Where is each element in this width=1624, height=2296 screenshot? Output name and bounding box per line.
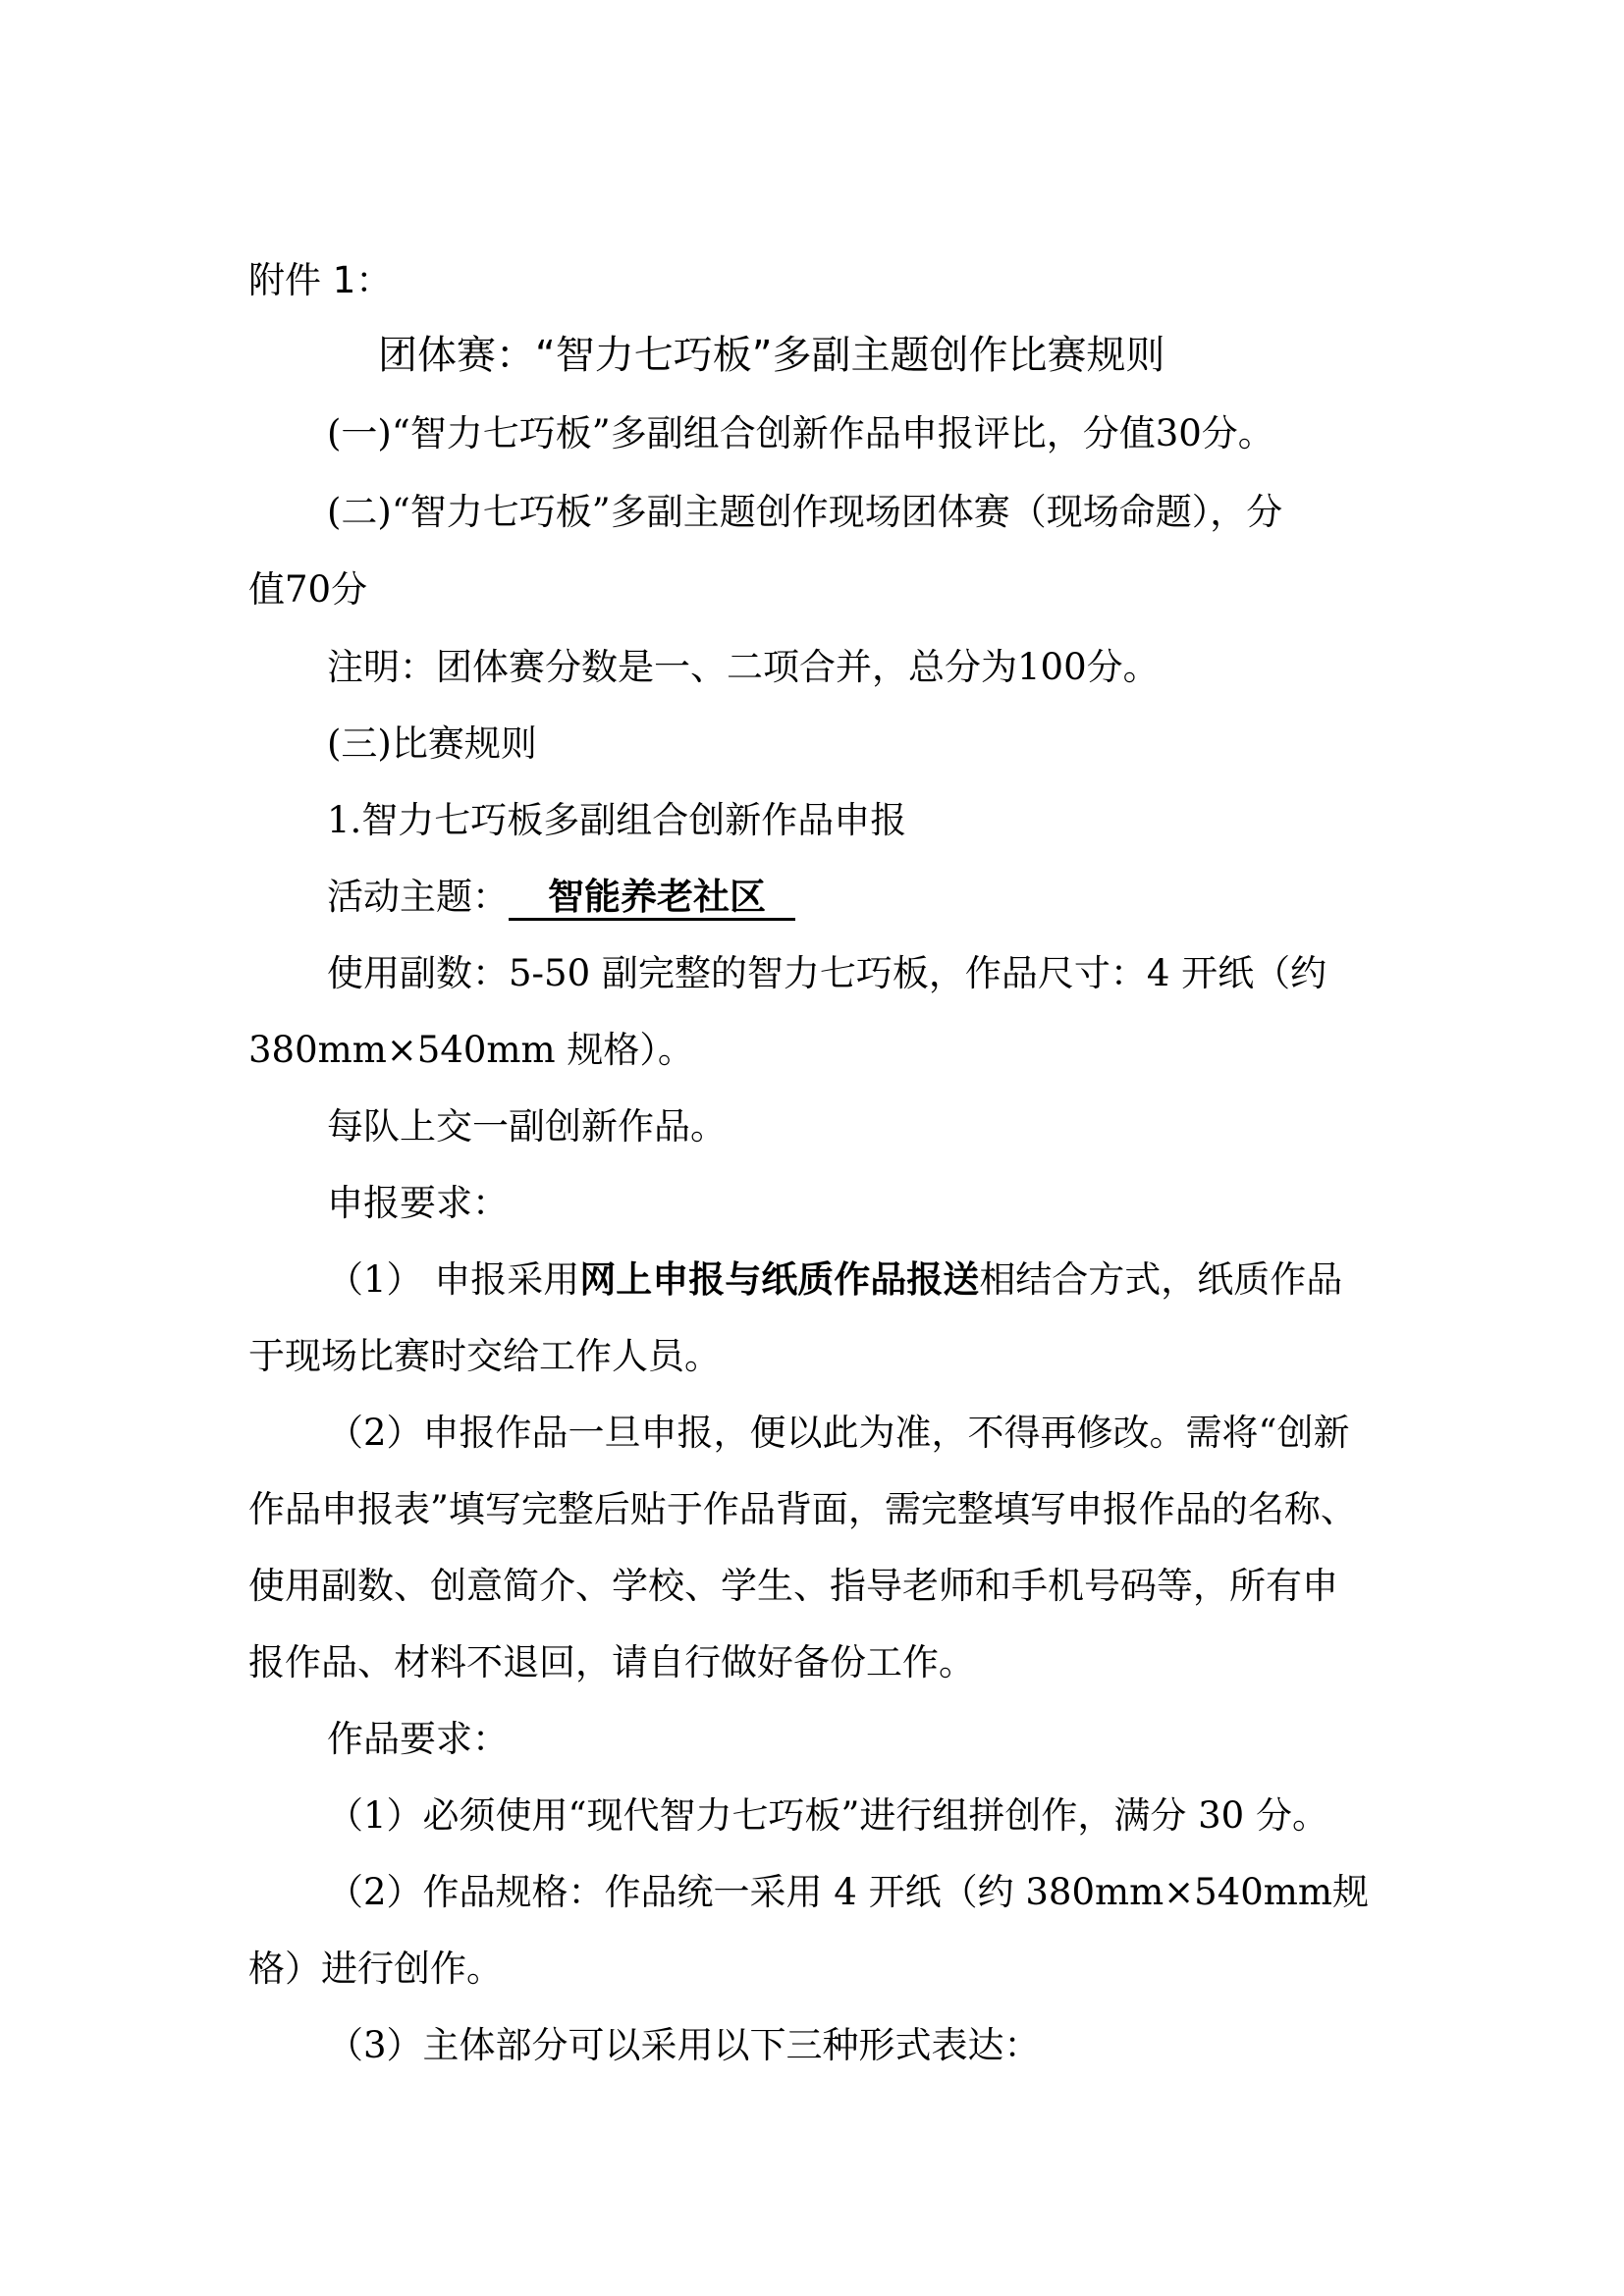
theme-line xyxy=(327,874,795,921)
submission-item-1-bold: 网上申报与纸质作品报送 xyxy=(579,1258,980,1301)
submission-heading: 申报要求： xyxy=(327,1182,509,1224)
item-2-line-2: 值70分 xyxy=(248,568,368,611)
document-title: 团体赛：“智力七巧板”多副主题创作比赛规则 xyxy=(378,333,1165,378)
item-2-line-1: (二)“智力七巧板”多副主题创作现场团体赛（现场命题），分 xyxy=(327,491,1283,533)
submission-item-2-line-2: 作品申报表”填写完整后贴于作品背面，需完整填写申报作品的名称、 xyxy=(248,1488,1357,1530)
theme-label: 活动主题： xyxy=(327,876,509,918)
work-item-2-line-1: （2）作品规格：作品统一采用 4 开纸（约 380mm×540mm规 xyxy=(327,1871,1369,1913)
works-heading: 作品要求： xyxy=(327,1718,509,1760)
submission-item-1-line-1 xyxy=(327,1256,1342,1304)
submission-item-2-line-1: （2）申报作品一旦申报，便以此为准，不得再修改。需将“创新 xyxy=(327,1412,1350,1454)
theme-value: 智能养老社区 xyxy=(509,875,795,921)
work-item-1: （1）必须使用“现代智力七巧板”进行组拼创作，满分 30 分。 xyxy=(327,1794,1328,1837)
submission-item-2-line-4: 报作品、材料不退回，请自行做好备份工作。 xyxy=(248,1641,975,1683)
attachment-label: 附件 1： xyxy=(248,259,393,301)
submission-item-1-suffix: 相结合方式，纸质作品 xyxy=(979,1258,1343,1301)
rule-1-heading: 1.智力七巧板多副组合创新作品申报 xyxy=(327,799,907,841)
note-line: 注明：团体赛分数是一、二项合并，总分为100分。 xyxy=(327,646,1160,688)
submission-item-1-line-2: 于现场比赛时交给工作人员。 xyxy=(248,1335,721,1377)
work-item-3: （3）主体部分可以采用以下三种形式表达： xyxy=(327,2024,1041,2066)
work-item-2-line-2: 格）进行创作。 xyxy=(248,1948,503,1990)
submission-item-1-prefix: （1） 申报采用 xyxy=(327,1258,580,1301)
submission-item-2-line-3: 使用副数、创意简介、学校、学生、指导老师和手机号码等，所有申 xyxy=(248,1565,1338,1607)
per-team-line: 每队上交一副创新作品。 xyxy=(327,1105,727,1148)
item-3: (三)比赛规则 xyxy=(327,722,537,765)
usage-line-2: 380mm×540mm 规格）。 xyxy=(248,1029,694,1071)
usage-line-1: 使用副数：5-50 副完整的智力七巧板，作品尺寸：4 开纸（约 xyxy=(327,952,1327,994)
item-1: (一)“智力七巧板”多副组合创新作品申报评比，分值30分。 xyxy=(327,412,1274,454)
